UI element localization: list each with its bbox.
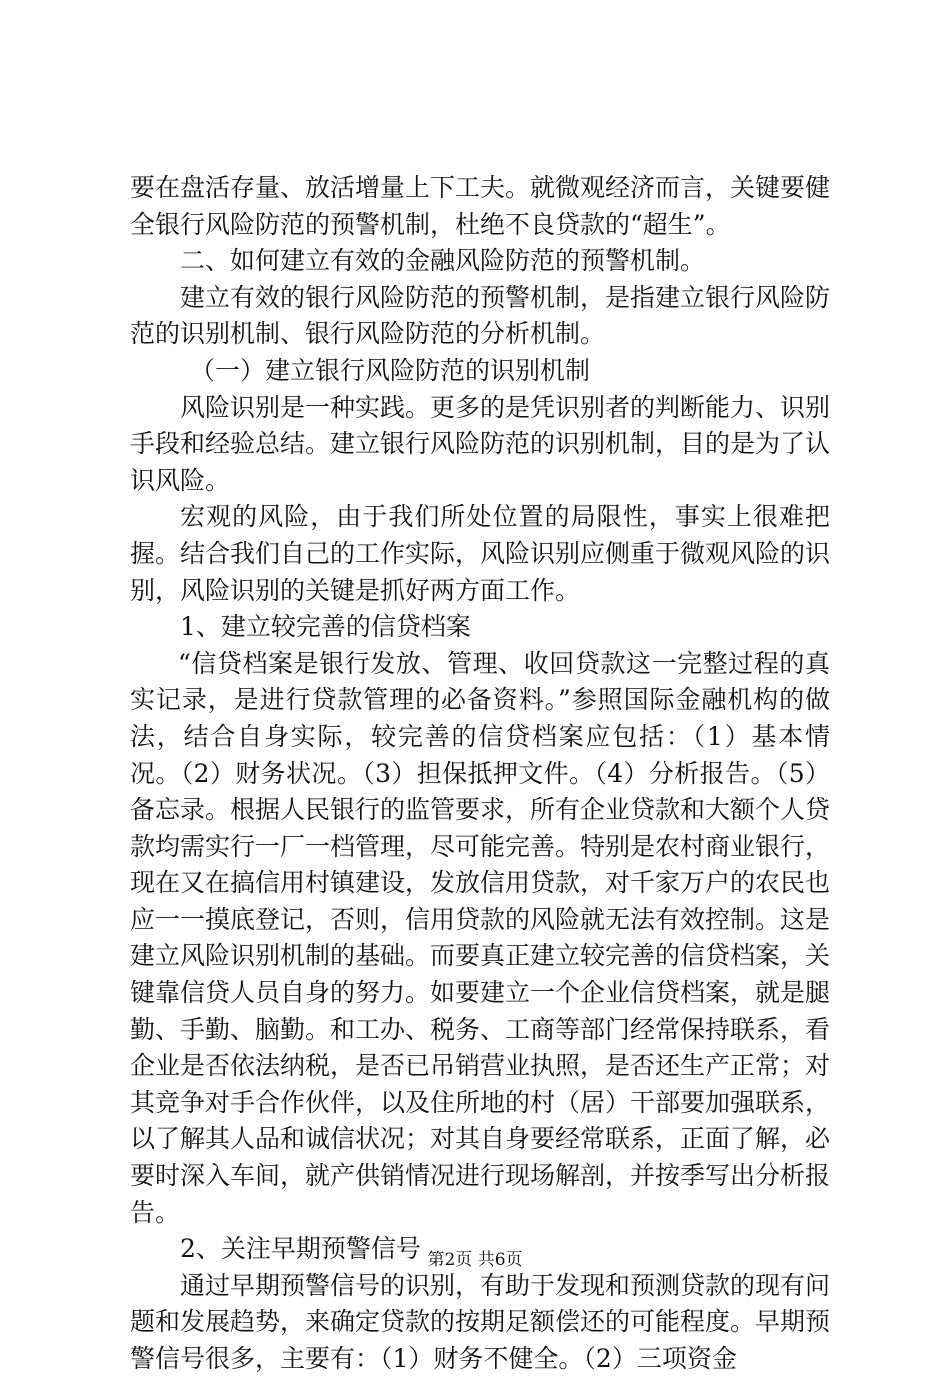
item-heading-2: 2、关注早期预警信号 bbox=[180, 1234, 421, 1264]
paragraph-8: “信贷档案是银行发放、管理、收回贷款这一完整过程的真实记录，是进行贷款管理的必备资料。”参照国际金融机构的做法，结合自身实际，较完善的信贷档案应包括：（1）基本情况。（2）财务状况。（3）担保抵押文件。（4）分析报告。（5）备忘录。根据人民银行的监管要求，所有企业贷款和大额个人贷款均需实行一厂一档管理，尽可能完善。特别是农村商业银行，现在又在搞信用村镇建设，发放信用贷款，对千家万户的农民也应一一摸底登记，否则，信用贷款的风险就无法有效控制。这是建立风险识别机制的基础。而要真正建立较完善的信贷档案，关键靠信贷人员自身的努力。如要建立一个企业信贷档案，就是腿勤、手勤、脑勤。和工办、税务、工商等部门经常保持联系，看企业是否依法纳税，是否已吊销营业执照，是否还生产正常；对其竞争对手合作伙伴，以及住所地的村（居）干部要加强联系，以了解其人品和诚信状况；对其自身要经常联系，正面了解，必要时深入车间，就产供销情况进行现场解剖，并按季写出分析报告。 bbox=[130, 648, 831, 1227]
section-heading-2: 二、如何建立有效的金融风险防范的预警机制。 bbox=[180, 246, 706, 276]
page-footer: 第2页 共6页 bbox=[427, 1250, 523, 1270]
subsection-heading-1: （一）建立银行风险防范的识别机制 bbox=[190, 355, 591, 385]
paragraph-6: 宏观的风险，由于我们所处位置的局限性，事实上很难把握。结合我们自己的工作实际，风险识别应侧重于微观风险的识别，风险识别的关键是抓好两方面工作。 bbox=[130, 502, 831, 605]
paragraph-10: 通过早期预警信号的识别，有助于发现和预测贷款的现有问题和发展趋势，来确定贷款的按期足额偿还的可能程度。早期预警信号很多，主要有：（1）财务不健全。（2）三项资金 bbox=[130, 1270, 831, 1373]
document-body bbox=[130, 170, 830, 1378]
paragraph-5: 风险识别是一种实践。更多的是凭识别者的判断能力、识别手段和经验总结。建立银行风险防范的识别机制，目的是为了认识风险。 bbox=[130, 392, 831, 495]
paragraph-3: 建立有效的银行风险防范的预警机制，是指建立银行风险防范的识别机制、银行风险防范的分析机制。 bbox=[130, 282, 831, 349]
item-heading-1: 1、建立较完善的信贷档案 bbox=[180, 612, 471, 642]
paragraph-1: 要在盘活存量、放活增量上下工夫。就微观经济而言，关键要健全银行风险防范的预警机制，杜绝不良贷款的“超生”。 bbox=[130, 173, 831, 239]
